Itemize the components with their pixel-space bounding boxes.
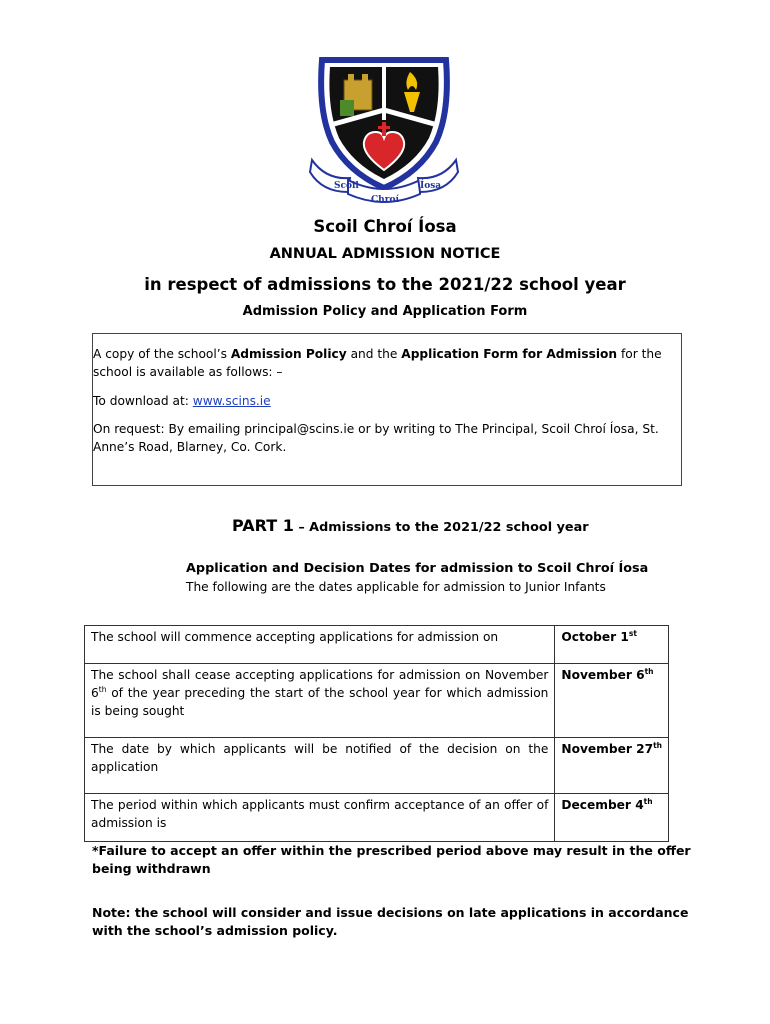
row-description: The period within which applicants must confirm acceptance of an offer of admission is bbox=[85, 794, 555, 842]
dates-subheading: The following are the dates applicable for admission to Junior Infants bbox=[186, 580, 606, 594]
table-row bbox=[85, 664, 669, 738]
notice-subtitle: in respect of admissions to the 2021/22 school year bbox=[144, 275, 626, 294]
row-description: The school shall cease accepting applications for admission on November 6th of the year preceding the start of the school year for which admission is being sought bbox=[85, 664, 555, 738]
late-applications-note: Note: the school will consider and issue decisions on late applications in accordance with the school’s admission policy. bbox=[92, 905, 689, 938]
table-row bbox=[85, 794, 669, 842]
row-date: October 1st bbox=[555, 626, 669, 664]
row-date: November 6th bbox=[555, 664, 669, 738]
info-availability-text: A copy of the school’s Admission Policy and the Application Form for Admission for the school is available as follows: – bbox=[93, 347, 662, 379]
row-date: November 27th bbox=[555, 738, 669, 794]
info-box bbox=[92, 333, 682, 486]
table-row bbox=[85, 738, 669, 794]
row-description: The school will commence accepting applications for admission on bbox=[85, 626, 555, 664]
dates-table bbox=[84, 625, 669, 842]
notice-title: ANNUAL ADMISSION NOTICE bbox=[269, 246, 501, 262]
dates-heading: Application and Decision Dates for admission to Scoil Chroí Íosa bbox=[186, 561, 649, 576]
download-link[interactable]: www.scins.ie bbox=[192, 394, 271, 408]
school-crest-logo bbox=[304, 52, 464, 208]
table-row bbox=[85, 626, 669, 664]
row-description: The date by which applicants will be notified of the decision on the application bbox=[85, 738, 555, 794]
motto-middle-text: Chroí bbox=[371, 195, 399, 205]
school-name: Scoil Chroí Íosa bbox=[313, 217, 457, 236]
row-date: December 4th bbox=[555, 794, 669, 842]
motto-left-text: Scoil bbox=[334, 181, 359, 191]
download-line: To download at: www.scins.ie bbox=[93, 394, 271, 408]
failure-note: *Failure to accept an offer within the prescribed period above may result in the offer being withdrawn bbox=[92, 843, 691, 876]
request-text: On request: By emailing principal@scins.ie or by writing to The Principal, Scoil Chroí Íosa, St. Anne’s Road, Blarney, Co. Cork. bbox=[93, 422, 659, 454]
motto-right-text: Íosa bbox=[420, 181, 442, 191]
policy-heading: Admission Policy and Application Form bbox=[242, 304, 528, 319]
part1-heading: PART 1 – Admissions to the 2021/22 school year bbox=[232, 516, 589, 535]
